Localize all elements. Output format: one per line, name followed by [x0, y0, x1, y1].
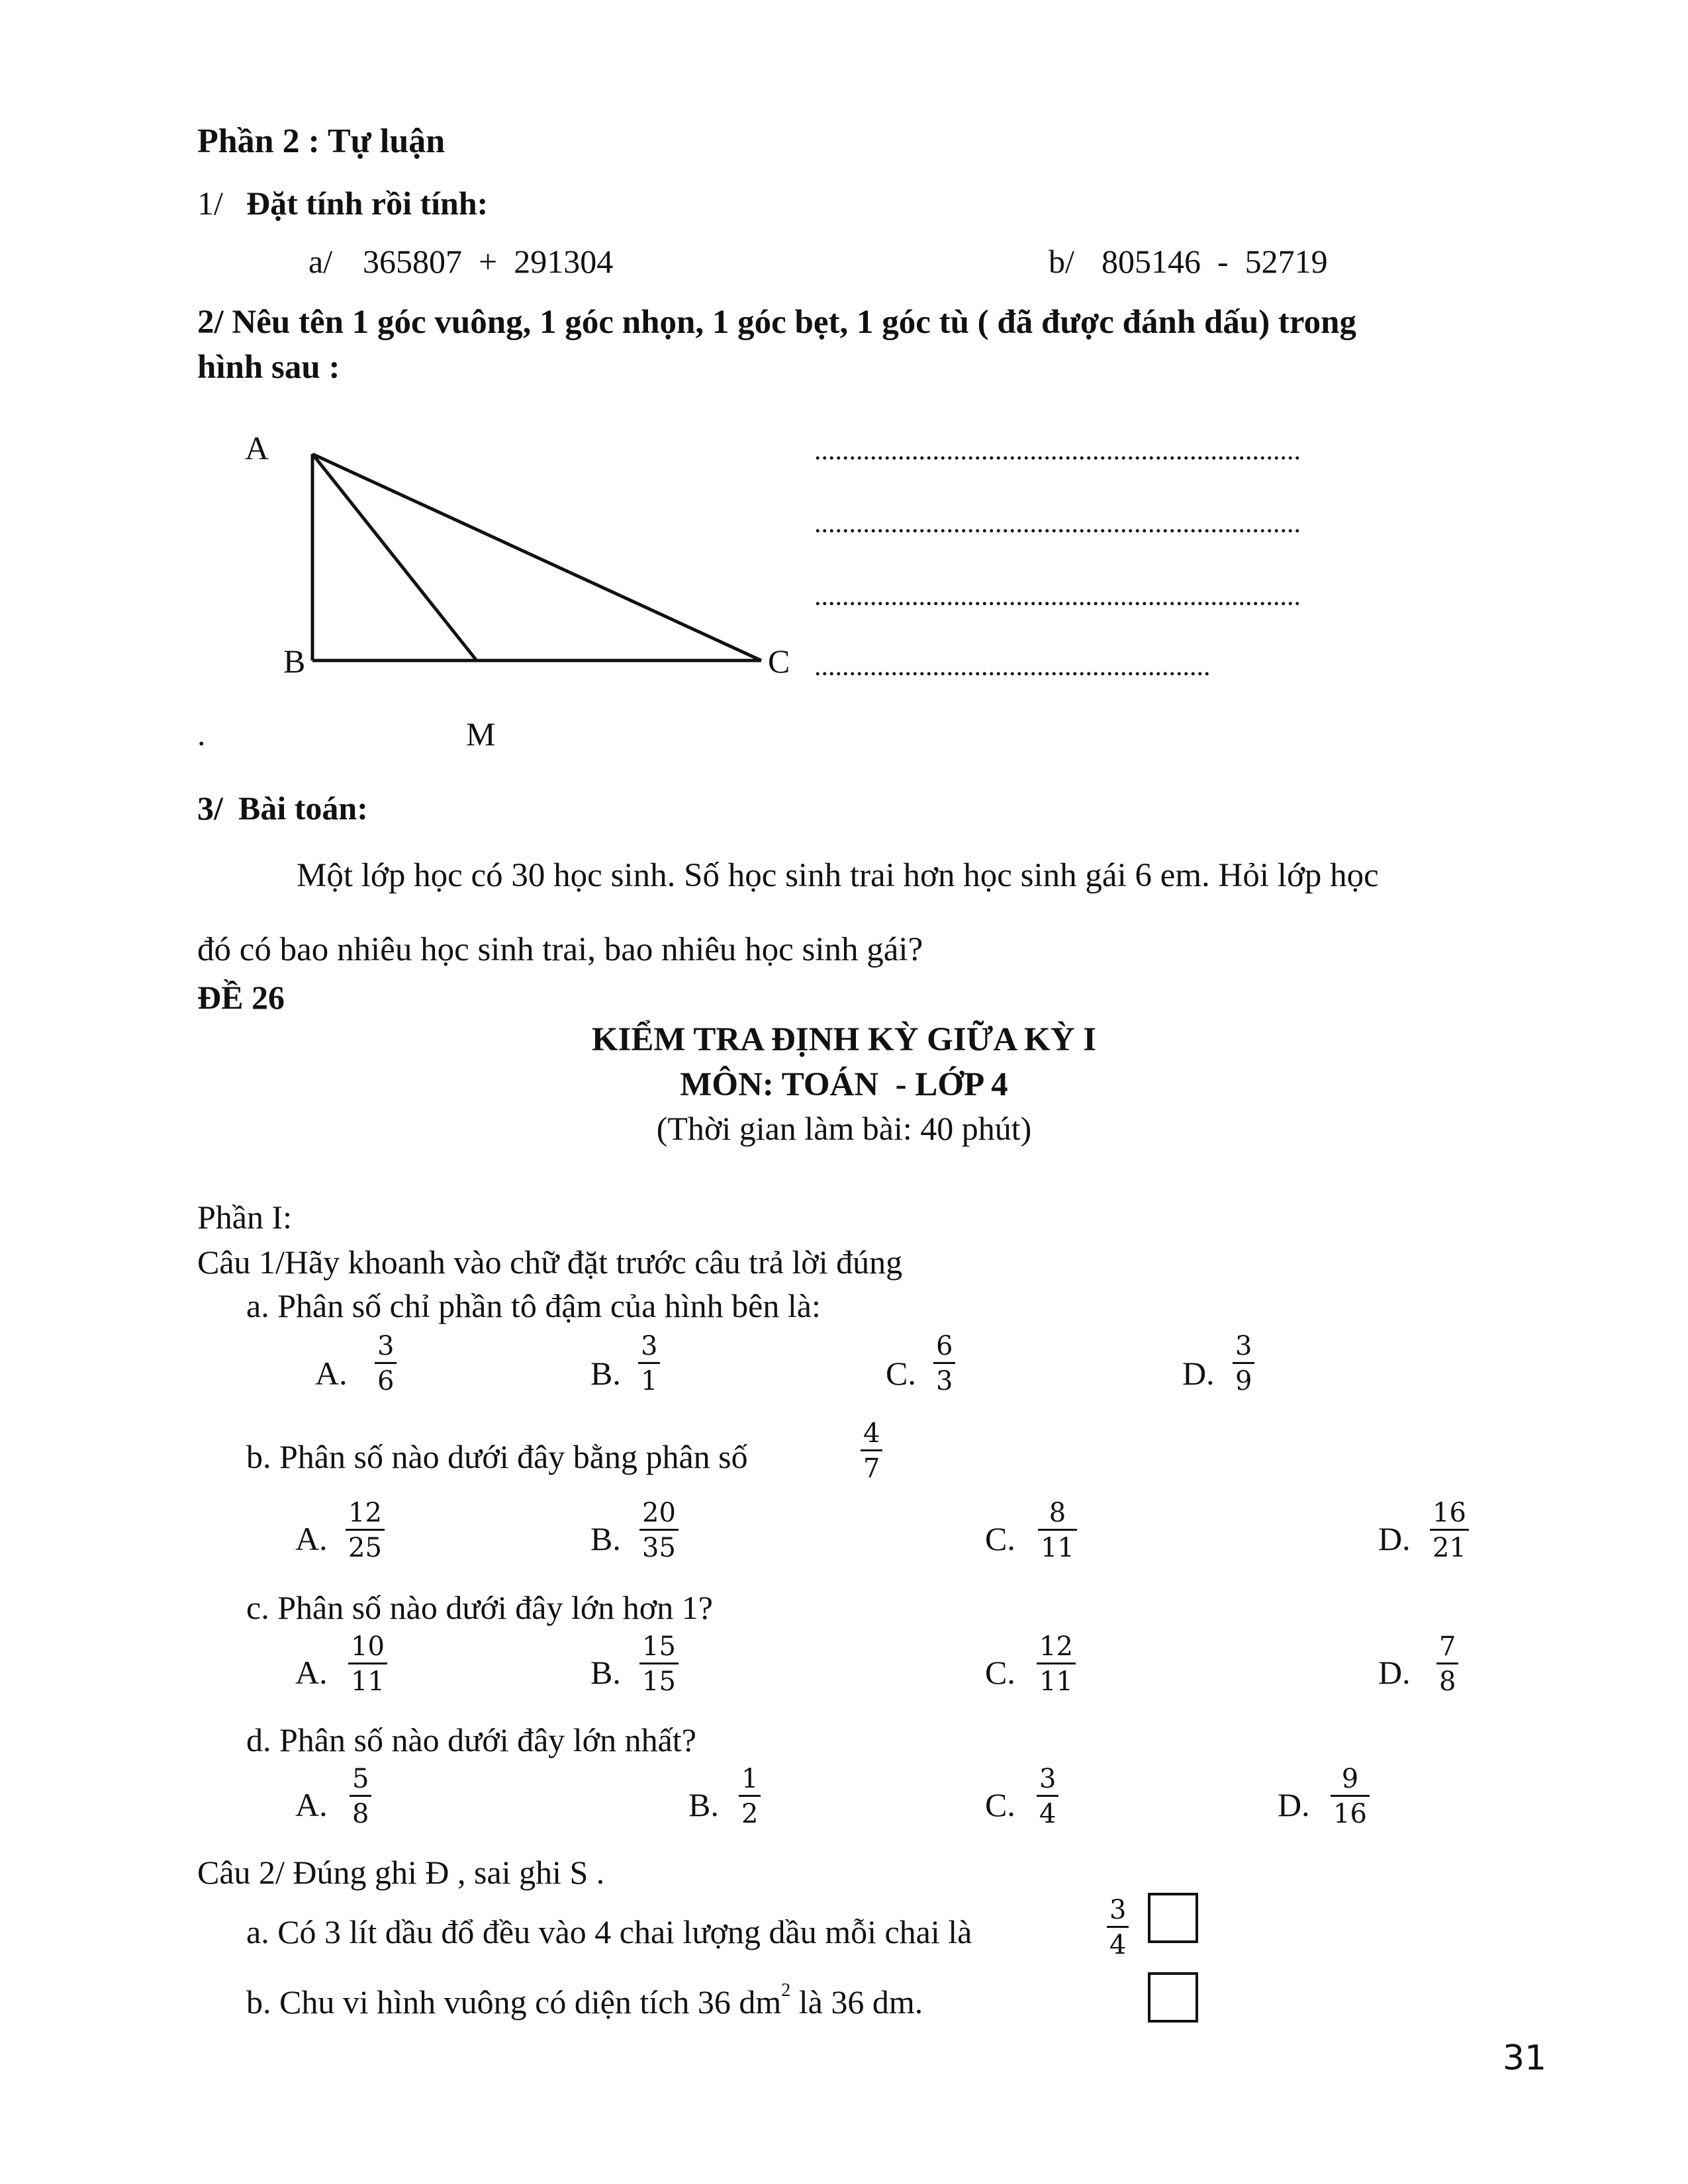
part2-heading: Phần 2 : Tự luận [197, 122, 445, 160]
c2-qb-text [246, 1980, 923, 2021]
segment-am [312, 454, 477, 660]
q3-title: Bài toán: [238, 790, 368, 827]
q1-b-label: b/ [1049, 243, 1074, 280]
c1-qa-option-a-label: A. [315, 1355, 348, 1392]
numerator: 9 [1341, 1764, 1359, 1794]
numerator: 3 [1235, 1331, 1252, 1361]
c1-qd-option-c-label: C. [985, 1786, 1015, 1823]
c1-qc-option-b-label: B. [590, 1654, 621, 1691]
c1-qd-option-d-fraction [1331, 1766, 1370, 1827]
denominator: 15 [639, 1662, 679, 1695]
page-number: 31 [1503, 2038, 1547, 2078]
denominator: 4 [1037, 1795, 1058, 1827]
numerator: 12 [1039, 1631, 1073, 1662]
c1-qb-option-b-fraction [639, 1500, 679, 1561]
c1-qc-text: c. Phân số nào dưới đây lớn hơn 1? [246, 1589, 713, 1626]
c1-qc-option-b-fraction [639, 1633, 679, 1695]
q1-a-expression: 365807 + 291304 [363, 243, 614, 280]
numerator: 5 [352, 1764, 369, 1794]
segment-ac [312, 454, 761, 660]
denominator: 11 [1037, 1662, 1076, 1695]
c1-qa-option-c-label: C. [886, 1355, 916, 1392]
denominator: 8 [350, 1795, 371, 1827]
q2-text-line2: hình sau : [197, 349, 340, 386]
answer-line-3: ...................................................................... [814, 581, 1301, 612]
c1-qb-option-c-label: C. [985, 1520, 1015, 1557]
c1-qa-text: a. Phân số chỉ phần tô đậm của hình bên là: [246, 1287, 821, 1324]
c1-qd-option-c-fraction [1037, 1766, 1058, 1827]
denominator: 9 [1233, 1362, 1254, 1394]
numerator: 10 [351, 1631, 385, 1662]
c2-title: Câu 2/ Đúng ghi Đ , sai ghi S . [197, 1854, 605, 1891]
c1-qd-option-d-label: D. [1278, 1786, 1310, 1823]
numerator: 12 [348, 1498, 382, 1528]
numerator: 8 [1049, 1498, 1066, 1528]
exam-time: (Thời gian làm bài: 40 phút) [656, 1110, 1032, 1147]
exam-code: ĐỀ 26 [197, 979, 285, 1016]
c1-qc-option-a-label: A. [295, 1654, 328, 1691]
answer-line-2: ...................................................................... [814, 508, 1301, 539]
c1-qb-option-a-label: A. [295, 1520, 328, 1557]
q3-problem-line2: đó có bao nhiêu học sinh trai, bao nhiêu học sinh gái? [197, 931, 923, 968]
denominator: 35 [639, 1529, 679, 1561]
c1-qa-option-c-fraction [933, 1333, 955, 1394]
c1-qa-option-d-label: D. [1182, 1355, 1215, 1392]
numerator: 3 [641, 1331, 658, 1361]
c1-qa-option-d-fraction [1233, 1333, 1254, 1394]
c1-qb-option-d-label: D. [1378, 1520, 1411, 1557]
denominator: 3 [933, 1362, 955, 1394]
c1-qa-option-b-fraction [638, 1333, 660, 1394]
c2-qb-text-before: b. Chu vi hình vuông có diện tích 36 dm [246, 1983, 782, 2021]
denominator: 11 [1038, 1529, 1077, 1561]
c2-qa-text: a. Có 3 lít dầu đổ đều vào 4 chai lượng dầu mỗi chai là [246, 1913, 972, 1950]
c1-qd-option-a-label: A. [295, 1786, 328, 1823]
c1-qa-option-b-label: B. [590, 1355, 621, 1392]
numerator: 3 [1039, 1764, 1056, 1794]
numerator: 7 [1439, 1631, 1456, 1662]
denominator: 4 [1107, 1926, 1129, 1958]
denominator: 25 [346, 1529, 385, 1561]
c1-qb-text: b. Phân số nào dưới đây bằng phân số [246, 1438, 748, 1475]
c2-qa-fraction [1107, 1897, 1129, 1958]
c2-qb-superscript: 2 [781, 1980, 791, 2001]
c2-qb-answer-box[interactable] [1148, 1972, 1198, 2023]
denominator: 8 [1436, 1662, 1458, 1695]
answer-line-4: ......................................................... [814, 651, 1211, 682]
c1-qd-text: d. Phân số nào dưới đây lớn nhất? [246, 1721, 696, 1758]
exam-subject: MÔN: TOÁN - LỚP 4 [680, 1066, 1008, 1103]
c1-qd-option-b-fraction [739, 1766, 761, 1827]
q1-title: Đặt tính rồi tính: [246, 185, 489, 222]
numerator: 3 [1109, 1895, 1127, 1925]
c1-qb-option-c-fraction [1038, 1500, 1077, 1561]
c1-qb-option-a-fraction [346, 1500, 385, 1561]
c1-qd-option-a-fraction [350, 1766, 371, 1827]
numerator: 6 [936, 1331, 953, 1361]
denominator: 2 [739, 1795, 761, 1827]
c1-qc-option-d-label: D. [1378, 1654, 1411, 1691]
denominator: 6 [375, 1362, 397, 1394]
c1-qc-option-a-fraction [348, 1633, 387, 1695]
c2-qb-text-after: là 36 dm. [790, 1983, 923, 2021]
c1-qb-option-b-label: B. [590, 1520, 621, 1557]
denominator: 11 [348, 1662, 387, 1695]
denominator: 1 [638, 1362, 660, 1394]
numerator: 20 [642, 1498, 676, 1528]
denominator: 7 [861, 1449, 882, 1482]
c1-title: Câu 1/Hãy khoanh vào chữ đặt trước câu trả lời đúng [197, 1244, 903, 1281]
c2-qa-answer-box[interactable] [1148, 1893, 1198, 1943]
part1-heading: Phần I: [197, 1199, 293, 1236]
c1-qc-option-c-fraction [1037, 1633, 1076, 1695]
q3-problem-line1: Một lớp học có 30 học sinh. Số học sinh trai hơn học sinh gái 6 em. Hỏi lớp học [297, 857, 1379, 894]
c1-qd-option-b-label: B. [688, 1786, 719, 1823]
numerator: 1 [741, 1764, 759, 1794]
numerator: 15 [642, 1631, 676, 1662]
denominator: 21 [1430, 1529, 1469, 1561]
q2-text-line1: 2/ Nêu tên 1 góc vuông, 1 góc nhọn, 1 góc bẹt, 1 góc tù ( đã được đánh dấu) trong [197, 304, 1356, 341]
answer-line-1: ...................................................................... [814, 435, 1301, 466]
q1-b-expression: 805146 - 52719 [1102, 243, 1328, 280]
q1-a-label: a/ [308, 243, 333, 280]
c1-qc-option-d-fraction [1436, 1633, 1458, 1695]
q3-number: 3/ [197, 790, 223, 827]
numerator: 4 [863, 1418, 880, 1449]
stray-dot: . [197, 715, 206, 752]
c1-qb-target-fraction [861, 1420, 882, 1482]
c1-qa-option-a-fraction [375, 1333, 397, 1394]
denominator: 16 [1331, 1795, 1370, 1827]
numerator: 3 [377, 1331, 395, 1361]
exam-title: KIỂM TRA ĐỊNH KỲ GIỮA KỲ I [591, 1021, 1097, 1058]
c1-qc-option-c-label: C. [985, 1654, 1015, 1691]
c1-qb-option-d-fraction [1430, 1500, 1469, 1561]
q1-number: 1/ [197, 185, 223, 222]
vertex-label-c: C [768, 643, 790, 680]
numerator: 16 [1432, 1498, 1466, 1528]
vertex-label-b: B [283, 643, 306, 680]
vertex-label-a: A [245, 430, 269, 467]
vertex-label-m: M [466, 715, 496, 752]
